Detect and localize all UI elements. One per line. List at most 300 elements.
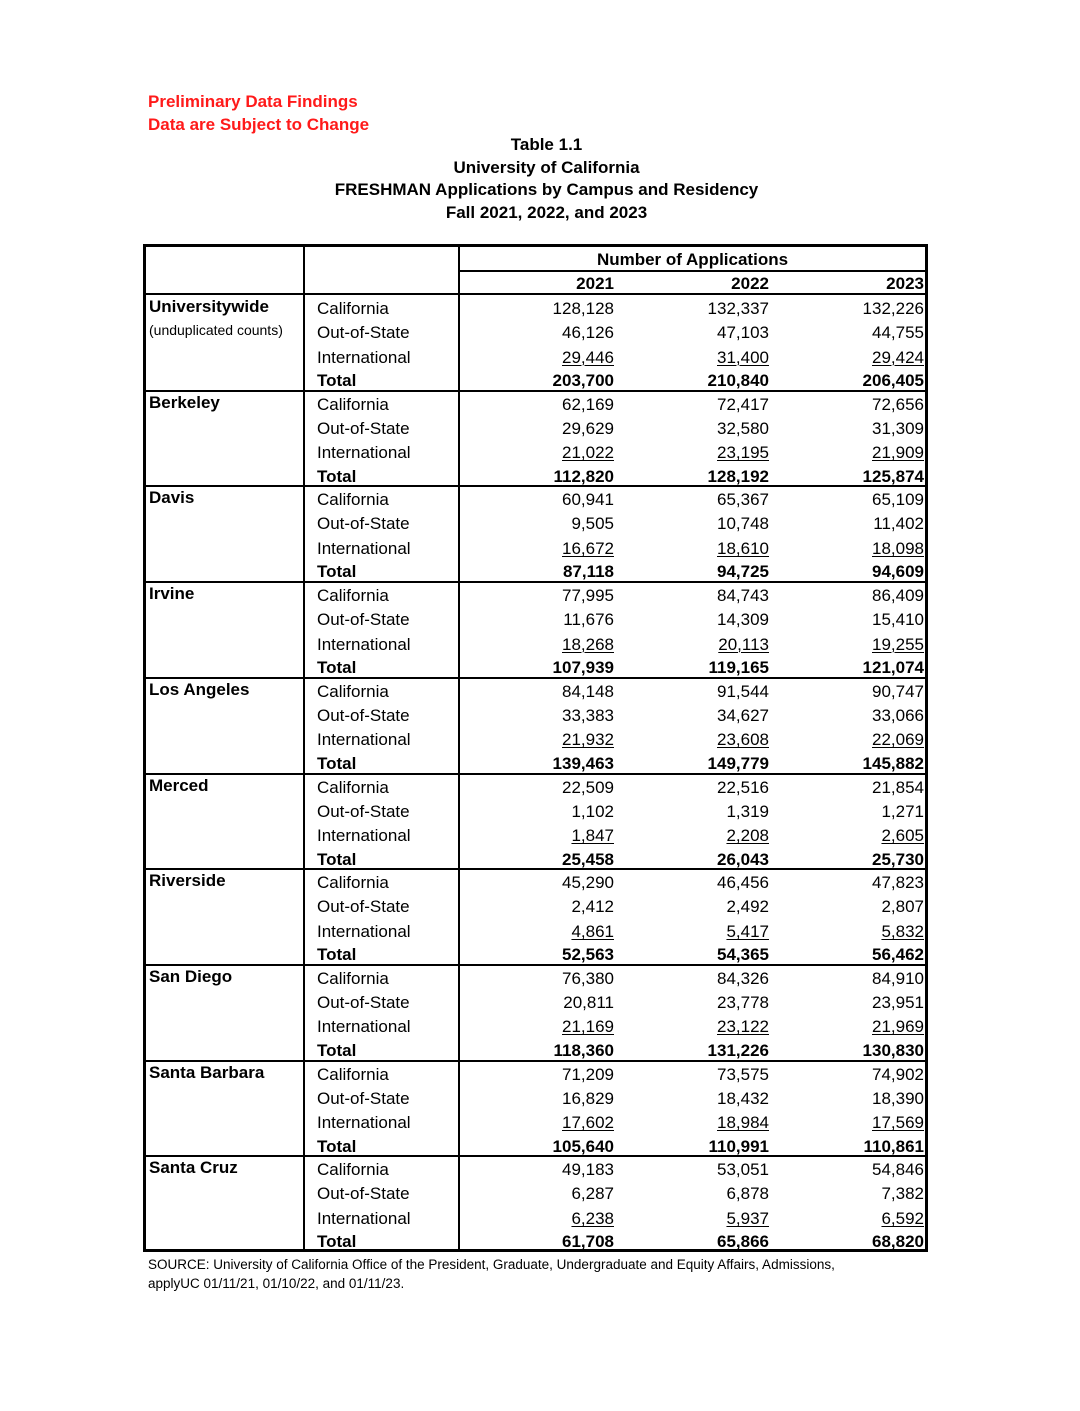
value-cell-2023 bbox=[786, 1208, 924, 1230]
table-row-international bbox=[146, 347, 925, 371]
table-row-california bbox=[146, 1064, 925, 1088]
value-text: 14,309 bbox=[717, 610, 769, 630]
value-text: 54,365 bbox=[717, 945, 769, 965]
preliminary-notice bbox=[148, 90, 369, 136]
row-label: Total bbox=[317, 658, 357, 678]
value-text: 61,708 bbox=[562, 1232, 614, 1252]
value-text: 18,268 bbox=[562, 634, 614, 654]
value-cell-2021 bbox=[476, 921, 614, 943]
value-text: 21,969 bbox=[872, 1017, 924, 1037]
value-text: 19,255 bbox=[872, 634, 924, 654]
value-cell-2021 bbox=[476, 777, 614, 799]
value-text: 87,118 bbox=[562, 562, 614, 582]
value-text: 20,113 bbox=[718, 634, 769, 654]
value-cell-2021 bbox=[476, 1112, 614, 1134]
value-cell-2021 bbox=[476, 466, 614, 488]
row-label: Total bbox=[317, 1136, 357, 1156]
value-text: 76,380 bbox=[562, 968, 614, 988]
value-cell-2022 bbox=[626, 1064, 769, 1086]
value-cell-2022 bbox=[626, 322, 769, 344]
value-text: 2,605 bbox=[881, 826, 924, 845]
value-text: 2,412 bbox=[571, 897, 614, 917]
value-text: 84,743 bbox=[717, 586, 769, 606]
value-text: 6,592 bbox=[881, 1208, 924, 1228]
value-text: 90,747 bbox=[872, 681, 924, 701]
table-row-international bbox=[146, 825, 925, 849]
value-cell-2023 bbox=[786, 609, 924, 631]
applications-table bbox=[143, 244, 928, 1252]
row-label: California bbox=[317, 873, 389, 893]
row-label: International bbox=[317, 921, 411, 941]
value-cell-2021 bbox=[476, 538, 614, 560]
value-text: 60,941 bbox=[562, 490, 614, 510]
table-row-international bbox=[146, 634, 925, 658]
value-text: 84,148 bbox=[562, 681, 614, 701]
row-label: California bbox=[317, 777, 389, 797]
table-number: Table 1.1 bbox=[510, 135, 583, 154]
value-cell-2023 bbox=[786, 921, 924, 943]
table-row-california bbox=[146, 968, 925, 992]
value-text: 18,098 bbox=[872, 538, 924, 558]
value-cell-2022 bbox=[626, 921, 769, 943]
value-text: 91,544 bbox=[717, 681, 769, 701]
value-text: 18,432 bbox=[717, 1088, 769, 1108]
value-cell-2021 bbox=[476, 1208, 614, 1230]
value-text: 11,402 bbox=[873, 514, 924, 534]
value-text: 33,383 bbox=[562, 705, 614, 725]
value-text: 21,022 bbox=[562, 443, 614, 463]
value-text: 77,995 bbox=[562, 586, 614, 606]
source-line-1: SOURCE: University of California Office of the President, Graduate, Undergraduate and Equity Affairs, Admissions, bbox=[148, 1257, 835, 1272]
value-cell-2022 bbox=[626, 896, 769, 918]
value-cell-2022 bbox=[626, 777, 769, 799]
table-subject: FRESHMAN Applications by Campus and Residency bbox=[334, 180, 759, 199]
notice-line-2: Data are Subject to Change bbox=[148, 115, 370, 134]
row-label: International bbox=[317, 1208, 411, 1228]
campus-block bbox=[146, 391, 925, 487]
notice-line-1: Preliminary Data Findings bbox=[148, 92, 358, 111]
value-text: 21,169 bbox=[562, 1017, 614, 1037]
row-label: Total bbox=[317, 1040, 357, 1060]
value-text: 131,226 bbox=[707, 1040, 769, 1060]
value-cell-2022 bbox=[626, 1088, 769, 1110]
campus-name: Davis bbox=[149, 488, 195, 508]
value-cell-2023 bbox=[786, 370, 924, 392]
campus-name: Universitywide bbox=[149, 297, 269, 316]
table-row-international bbox=[146, 921, 925, 945]
value-text: 74,902 bbox=[872, 1064, 924, 1084]
value-text: 31,400 bbox=[717, 347, 769, 367]
value-cell-2021 bbox=[476, 1040, 614, 1062]
value-cell-2022 bbox=[626, 825, 769, 847]
value-text: 29,629 bbox=[562, 418, 614, 438]
value-cell-2022 bbox=[626, 992, 769, 1014]
value-text: 20,811 bbox=[563, 992, 614, 1012]
table-row-california bbox=[146, 872, 925, 896]
value-text: 1,319 bbox=[726, 801, 769, 821]
value-cell-2022 bbox=[626, 801, 769, 823]
campus-name: Berkeley bbox=[149, 392, 220, 412]
value-text: 15,410 bbox=[872, 610, 924, 630]
value-text: 9,505 bbox=[571, 514, 614, 534]
row-label: Total bbox=[317, 466, 357, 486]
value-cell-2021 bbox=[476, 1183, 614, 1205]
value-text: 128,128 bbox=[552, 299, 614, 318]
value-cell-2021 bbox=[476, 561, 614, 583]
value-cell-2022 bbox=[626, 1208, 769, 1230]
value-cell-2022 bbox=[626, 585, 769, 607]
row-label: International bbox=[317, 1113, 411, 1133]
value-cell-2021 bbox=[476, 322, 614, 344]
row-label: International bbox=[317, 826, 411, 845]
table-row-international bbox=[146, 442, 925, 466]
value-text: 121,074 bbox=[862, 658, 924, 678]
value-text: 128,192 bbox=[707, 466, 769, 486]
row-label: International bbox=[317, 730, 411, 750]
value-cell-2023 bbox=[786, 681, 924, 703]
value-text: 86,409 bbox=[872, 586, 924, 606]
value-text: 73,575 bbox=[717, 1064, 769, 1084]
value-text: 110,991 bbox=[708, 1136, 769, 1156]
value-text: 5,417 bbox=[726, 921, 769, 941]
value-cell-2021 bbox=[476, 1016, 614, 1038]
row-label: Out-of-State bbox=[317, 323, 410, 342]
value-cell-2021 bbox=[476, 681, 614, 703]
value-text: 112,820 bbox=[553, 466, 614, 486]
value-cell-2021 bbox=[476, 298, 614, 320]
value-text: 17,569 bbox=[872, 1113, 924, 1133]
value-text: 149,779 bbox=[707, 753, 769, 773]
value-cell-2022 bbox=[626, 705, 769, 727]
value-text: 33,066 bbox=[872, 705, 924, 725]
value-cell-2022 bbox=[626, 1016, 769, 1038]
row-label: International bbox=[317, 634, 411, 654]
table-row-out-of-state bbox=[146, 418, 925, 442]
table-row-international bbox=[146, 729, 925, 753]
table-row-california bbox=[146, 489, 925, 513]
value-cell-2022 bbox=[626, 466, 769, 488]
source-note bbox=[148, 1255, 908, 1293]
value-text: 6,287 bbox=[571, 1184, 614, 1204]
value-cell-2022 bbox=[626, 561, 769, 583]
value-text: 49,183 bbox=[562, 1160, 614, 1180]
value-text: 22,509 bbox=[562, 777, 614, 797]
value-cell-2023 bbox=[786, 442, 924, 464]
value-text: 132,337 bbox=[707, 299, 769, 318]
value-text: 65,109 bbox=[872, 490, 924, 510]
campus-block bbox=[146, 1061, 925, 1157]
table-row-california bbox=[146, 585, 925, 609]
table-row-out-of-state bbox=[146, 513, 925, 537]
value-text: 84,910 bbox=[872, 968, 924, 988]
row-label: Out-of-State bbox=[317, 992, 410, 1012]
campus-name: Santa Barbara bbox=[149, 1062, 265, 1082]
value-cell-2023 bbox=[786, 1136, 924, 1158]
row-label: Total bbox=[317, 1232, 357, 1252]
value-text: 16,672 bbox=[562, 538, 614, 558]
value-cell-2022 bbox=[626, 609, 769, 631]
value-text: 44,755 bbox=[872, 323, 924, 342]
value-cell-2021 bbox=[476, 872, 614, 894]
value-text: 210,840 bbox=[707, 371, 769, 390]
value-cell-2022 bbox=[626, 681, 769, 703]
value-text: 23,608 bbox=[717, 730, 769, 750]
campus-name: Merced bbox=[149, 775, 209, 795]
value-cell-2021 bbox=[476, 370, 614, 392]
campus-block bbox=[146, 486, 925, 582]
value-cell-2021 bbox=[476, 801, 614, 823]
value-cell-2023 bbox=[786, 753, 924, 775]
row-label: Total bbox=[317, 849, 357, 869]
row-label: California bbox=[317, 490, 389, 510]
table-row-out-of-state bbox=[146, 992, 925, 1016]
value-text: 11,676 bbox=[563, 610, 614, 630]
value-cell-2023 bbox=[786, 657, 924, 679]
value-cell-2022 bbox=[626, 944, 769, 966]
table-row-out-of-state bbox=[146, 896, 925, 920]
row-label: Out-of-State bbox=[317, 801, 410, 821]
value-cell-2021 bbox=[476, 442, 614, 464]
value-text: 68,820 bbox=[872, 1232, 924, 1252]
value-cell-2022 bbox=[626, 394, 769, 416]
row-label: Total bbox=[317, 562, 357, 582]
row-label: Out-of-State bbox=[317, 897, 410, 917]
value-cell-2023 bbox=[786, 801, 924, 823]
value-text: 47,823 bbox=[872, 873, 924, 893]
value-text: 22,516 bbox=[717, 777, 769, 797]
value-cell-2022 bbox=[626, 729, 769, 751]
value-cell-2021 bbox=[476, 634, 614, 656]
value-cell-2022 bbox=[626, 1112, 769, 1134]
value-cell-2023 bbox=[786, 489, 924, 511]
value-cell-2023 bbox=[786, 705, 924, 727]
value-cell-2022 bbox=[626, 489, 769, 511]
row-label: Out-of-State bbox=[317, 1184, 410, 1204]
value-text: 52,563 bbox=[562, 945, 614, 965]
value-cell-2023 bbox=[786, 1016, 924, 1038]
value-text: 21,854 bbox=[872, 777, 924, 797]
campus-block bbox=[146, 1156, 925, 1252]
value-text: 65,367 bbox=[717, 490, 769, 510]
row-label: Out-of-State bbox=[317, 705, 410, 725]
value-cell-2022 bbox=[626, 347, 769, 369]
value-cell-2021 bbox=[476, 849, 614, 871]
value-text: 25,730 bbox=[872, 849, 924, 869]
table-row-california bbox=[146, 298, 925, 322]
table-row-international bbox=[146, 1016, 925, 1040]
value-text: 16,829 bbox=[562, 1088, 614, 1108]
value-text: 125,874 bbox=[862, 466, 924, 486]
value-cell-2023 bbox=[786, 729, 924, 751]
value-text: 23,951 bbox=[872, 992, 924, 1012]
value-cell-2022 bbox=[626, 657, 769, 679]
row-label: International bbox=[317, 1017, 411, 1037]
value-cell-2021 bbox=[476, 1136, 614, 1158]
value-cell-2022 bbox=[626, 442, 769, 464]
value-cell-2023 bbox=[786, 513, 924, 535]
value-text: 23,778 bbox=[717, 992, 769, 1012]
value-cell-2023 bbox=[786, 394, 924, 416]
value-cell-2023 bbox=[786, 634, 924, 656]
value-text: 105,640 bbox=[552, 1136, 614, 1156]
value-cell-2021 bbox=[476, 1159, 614, 1181]
value-cell-2022 bbox=[626, 1040, 769, 1062]
column-group-header: Number of Applications bbox=[596, 250, 789, 269]
campus-name: Riverside bbox=[149, 871, 226, 891]
value-text: 22,069 bbox=[872, 730, 924, 750]
table-row-out-of-state bbox=[146, 1088, 925, 1112]
row-label: California bbox=[317, 299, 389, 318]
value-cell-2021 bbox=[476, 347, 614, 369]
value-cell-2021 bbox=[476, 513, 614, 535]
campus-block bbox=[146, 965, 925, 1061]
value-text: 18,390 bbox=[872, 1088, 924, 1108]
row-label: Total bbox=[317, 945, 357, 965]
value-text: 1,271 bbox=[881, 801, 924, 821]
value-text: 23,195 bbox=[717, 443, 769, 463]
value-cell-2023 bbox=[786, 849, 924, 871]
value-text: 5,937 bbox=[726, 1208, 769, 1228]
campus-name: Irvine bbox=[149, 584, 195, 604]
value-cell-2023 bbox=[786, 1040, 924, 1062]
value-text: 72,417 bbox=[717, 394, 769, 414]
table-row-out-of-state bbox=[146, 705, 925, 729]
row-label: California bbox=[317, 1064, 389, 1084]
value-cell-2021 bbox=[476, 825, 614, 847]
value-text: 23,122 bbox=[717, 1017, 769, 1037]
value-text: 2,807 bbox=[881, 897, 924, 917]
value-text: 203,700 bbox=[552, 371, 614, 390]
value-cell-2021 bbox=[476, 705, 614, 727]
year-2022-header: 2022 bbox=[731, 274, 769, 293]
value-cell-2022 bbox=[626, 1231, 769, 1253]
value-text: 119,165 bbox=[708, 658, 769, 678]
row-label: International bbox=[317, 443, 411, 463]
campus-note: (unduplicated counts) bbox=[149, 322, 283, 338]
value-cell-2021 bbox=[476, 1231, 614, 1253]
value-cell-2023 bbox=[786, 968, 924, 990]
value-cell-2021 bbox=[476, 418, 614, 440]
source-line-2: applyUC 01/11/21, 01/10/22, and 01/11/23. bbox=[148, 1276, 405, 1291]
value-text: 18,610 bbox=[717, 538, 769, 558]
row-label: California bbox=[317, 1160, 389, 1180]
value-cell-2021 bbox=[476, 753, 614, 775]
campus-name: Santa Cruz bbox=[149, 1158, 238, 1178]
value-text: 132,226 bbox=[862, 299, 924, 318]
value-cell-2022 bbox=[626, 1136, 769, 1158]
campus-block bbox=[146, 774, 925, 870]
value-cell-2022 bbox=[626, 753, 769, 775]
value-cell-2021 bbox=[476, 896, 614, 918]
value-text: 6,238 bbox=[571, 1208, 614, 1228]
value-cell-2022 bbox=[626, 968, 769, 990]
table-row-out-of-state bbox=[146, 1183, 925, 1207]
table-row-california bbox=[146, 394, 925, 418]
value-text: 145,882 bbox=[862, 753, 924, 773]
value-cell-2023 bbox=[786, 1112, 924, 1134]
table-row-california bbox=[146, 1159, 925, 1183]
value-text: 118,360 bbox=[553, 1040, 614, 1060]
value-text: 5,832 bbox=[881, 921, 924, 941]
value-cell-2021 bbox=[476, 944, 614, 966]
value-text: 29,424 bbox=[872, 347, 924, 367]
row-label: Total bbox=[317, 371, 357, 390]
value-text: 2,492 bbox=[726, 897, 769, 917]
row-label: Out-of-State bbox=[317, 514, 410, 534]
campus-block bbox=[146, 582, 925, 678]
value-text: 21,909 bbox=[872, 443, 924, 463]
row-label: California bbox=[317, 394, 389, 414]
value-cell-2022 bbox=[626, 872, 769, 894]
value-text: 110,861 bbox=[863, 1136, 924, 1156]
campus-block bbox=[146, 869, 925, 965]
row-label: Total bbox=[317, 753, 357, 773]
value-text: 17,602 bbox=[562, 1113, 614, 1133]
value-cell-2021 bbox=[476, 992, 614, 1014]
value-cell-2021 bbox=[476, 585, 614, 607]
value-text: 7,382 bbox=[881, 1184, 924, 1204]
value-cell-2023 bbox=[786, 872, 924, 894]
value-cell-2021 bbox=[476, 489, 614, 511]
value-cell-2022 bbox=[626, 298, 769, 320]
value-text: 4,861 bbox=[571, 921, 614, 941]
value-text: 29,446 bbox=[562, 347, 614, 367]
value-text: 6,878 bbox=[726, 1184, 769, 1204]
value-cell-2021 bbox=[476, 729, 614, 751]
value-cell-2021 bbox=[476, 1064, 614, 1086]
row-label: International bbox=[317, 347, 411, 367]
value-text: 53,051 bbox=[717, 1160, 769, 1180]
table-row-out-of-state bbox=[146, 801, 925, 825]
table-titles bbox=[0, 134, 1080, 224]
value-text: 45,290 bbox=[562, 873, 614, 893]
campus-block bbox=[146, 678, 925, 774]
value-text: 47,103 bbox=[717, 323, 769, 342]
campus-block bbox=[146, 295, 925, 391]
table-row-california bbox=[146, 681, 925, 705]
table-row-international bbox=[146, 538, 925, 562]
value-text: 139,463 bbox=[552, 753, 614, 773]
value-cell-2023 bbox=[786, 1183, 924, 1205]
row-label: Out-of-State bbox=[317, 418, 410, 438]
value-cell-2023 bbox=[786, 992, 924, 1014]
value-text: 25,458 bbox=[562, 849, 614, 869]
value-cell-2022 bbox=[626, 1183, 769, 1205]
value-cell-2021 bbox=[476, 609, 614, 631]
row-label: International bbox=[317, 538, 411, 558]
value-text: 10,748 bbox=[717, 514, 769, 534]
table-row-total bbox=[146, 1231, 925, 1255]
value-text: 46,126 bbox=[562, 323, 614, 342]
value-cell-2023 bbox=[786, 322, 924, 344]
value-cell-2021 bbox=[476, 657, 614, 679]
value-cell-2023 bbox=[786, 1159, 924, 1181]
value-text: 206,405 bbox=[862, 371, 924, 390]
table-row-out-of-state bbox=[146, 609, 925, 633]
value-text: 84,326 bbox=[717, 968, 769, 988]
table-row-international bbox=[146, 1112, 925, 1136]
row-label: Out-of-State bbox=[317, 610, 410, 630]
row-label: California bbox=[317, 586, 389, 606]
value-text: 18,984 bbox=[717, 1113, 769, 1133]
value-text: 71,209 bbox=[562, 1064, 614, 1084]
value-text: 62,169 bbox=[562, 394, 614, 414]
value-cell-2022 bbox=[626, 849, 769, 871]
campus-name: San Diego bbox=[149, 966, 233, 986]
value-text: 65,866 bbox=[717, 1232, 769, 1252]
value-cell-2023 bbox=[786, 538, 924, 560]
row-label: Out-of-State bbox=[317, 1088, 410, 1108]
